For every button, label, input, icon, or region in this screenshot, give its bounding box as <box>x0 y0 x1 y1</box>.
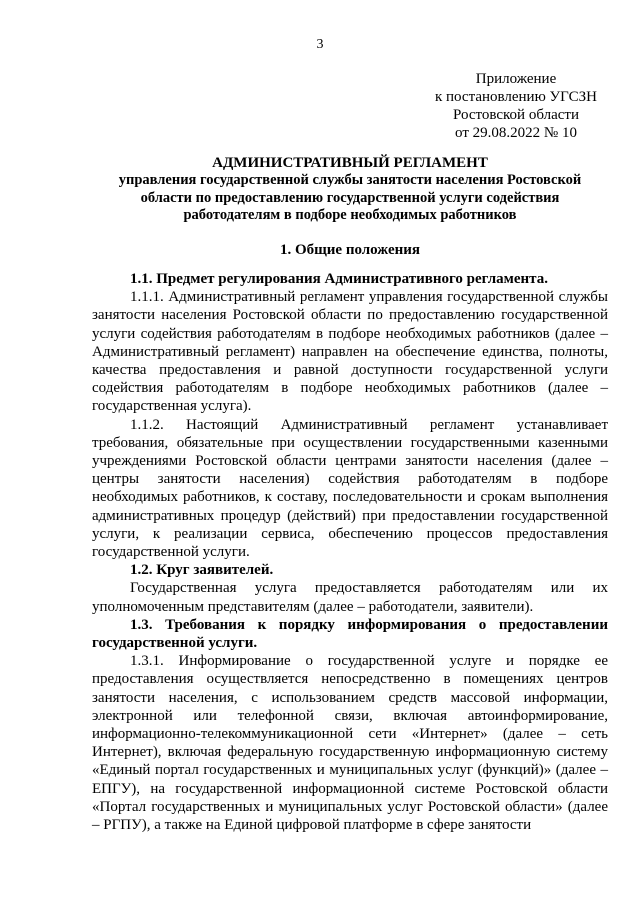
paragraph: 1.3.1. Информирование о государственной услуге и порядке ее предоставления осуществляется непосредственно в помещениях центров занятости населения, с использованием средств массовой информации, электронной или телефонной связи, включая автоинформирование, информационно-телекоммуникационной сети «Интернет» (далее – сеть Интернет), включая федеральную государственную информационную систему «Единый портал государственных и муниципальных услуг (функций)» (далее – ЕПГУ), на государственной информационной системе Ростовской области «Портал государственных и муниципальных услуг Ростовской области» (далее – РГПУ), а также на Единой цифровой платформе в сфере занятости <box>92 653 608 834</box>
paragraph: 1.1.2. Настоящий Административный регламент устанавливает требования, обязательные при осуществлении государственными казенными учреждениями Ростовской области центрами занятости населения (далее – центры занятости населения) содействия работодателям в подборе необходимых работников, к составу, последовательности и срокам выполнения административных процедур (действий) при предоставлении государственной услуги, к реализации сервиса, обеспечению процессов предоставления государственной услуги. <box>92 416 608 561</box>
subsection-heading: 1.2. Круг заявителей. <box>130 562 274 579</box>
appendix-line: Приложение <box>475 71 557 87</box>
section-heading: 1. Общие положения <box>279 242 421 258</box>
paragraph: 1.1.1. Административный регламент управления государственной службы занятости населения Ростовской области по предоставлению государственной услуги содействия работодателям в подборе необходимых работников (далее – Административный регламент) направлен на обеспечение единства, полноты, качества предоставления и равной доступности государственной услуги содействия работодателям в подборе необходимых работников (далее – государственная услуга). <box>92 289 608 415</box>
page-number: 3 <box>316 37 324 52</box>
document-title <box>92 154 608 225</box>
document-body <box>92 270 608 834</box>
title-main: АДМИНИСТРАТИВНЫЙ РЕГЛАМЕНТ <box>212 155 488 171</box>
appendix-line: к постановлению УГСЗН <box>434 89 597 105</box>
title-subtitle: управления государственной службы занятости населения Ростовской области по предоставлению государственной услуги содействия работодателям в подборе необходимых работников <box>118 172 582 224</box>
subsection-heading: 1.3. Требования к порядку информирования о предоставлении государственной услуги. <box>92 616 608 652</box>
appendix-block <box>400 70 632 142</box>
paragraph: Государственная услуга предоставляется работодателям или их уполномоченным представителям (далее – работодатели, заявители). <box>92 580 608 615</box>
appendix-line: Ростовской области <box>453 107 579 123</box>
appendix-date: от 29.08.2022 № 10 <box>455 125 577 141</box>
subsection-heading: 1.1. Предмет регулирования Административного регламента. <box>130 271 548 287</box>
